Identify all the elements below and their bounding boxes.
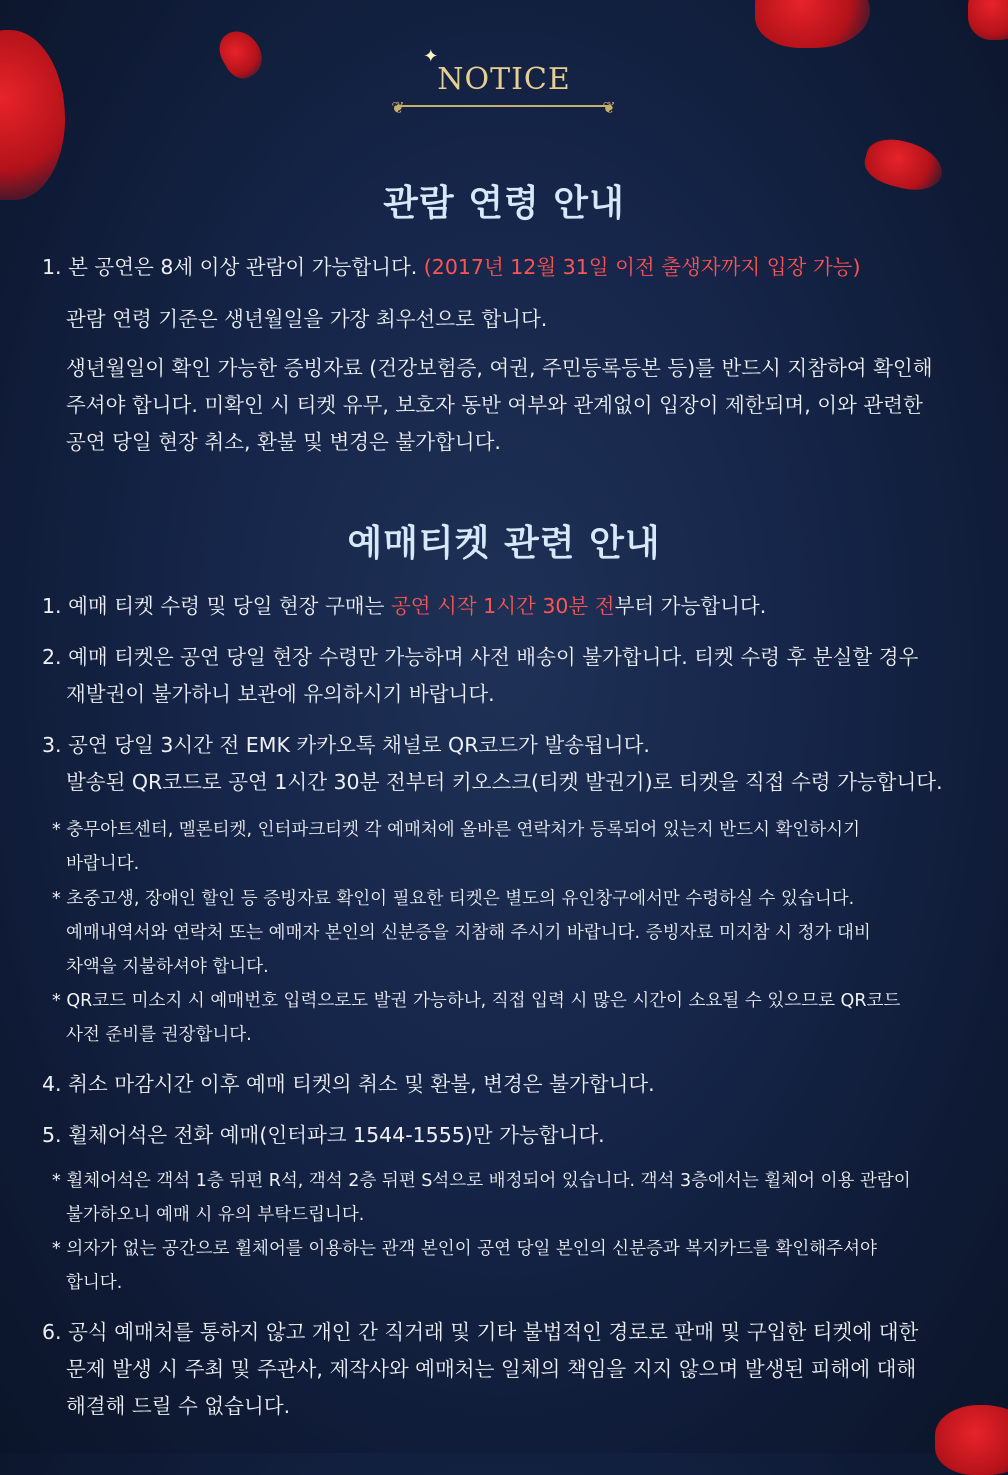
age-line: 주셔야 합니다. 미확인 시 티켓 유무, 보호자 동반 여부와 관계없이 입장이 제한되며, 이와 관련한 (66, 393, 923, 417)
age-line: 생년월일이 확인 가능한 증빙자료 (건강보험증, 여권, 주민등록등본 등)를 반드시 지참하여 확인해 (66, 356, 933, 380)
notice-header (0, 46, 1008, 117)
ticket-note: * QR코드 미소지 시 예매번호 입력으로도 발권 가능하나, 직접 입력 시 많은 시간이 소요될 수 있으므로 QR코드 (52, 991, 901, 1011)
ticket-item-3: 3. 공연 당일 3시간 전 EMK 카카오톡 채널로 QR코드가 발송됩니다. (42, 733, 650, 757)
ticket-note-line: 사전 준비를 권장합니다. (66, 1025, 252, 1045)
wheelchair-note-line: 불가하오니 예매 시 유의 부탁드립니다. (66, 1205, 365, 1225)
ticket-note-line: 바랍니다. (66, 854, 140, 874)
ticket-section-title: 예매티켓 관련 안내 (347, 523, 661, 564)
flourish-icon: ❦ (391, 98, 406, 117)
age-line: 공연 당일 현장 취소, 환불 및 변경은 불가합니다. (66, 430, 501, 454)
ticket-item-6-line: 문제 발생 시 주최 및 주관사, 제작사와 예매처는 일체의 책임을 지지 않으며 발생된 피해에 대해 (66, 1357, 917, 1381)
wheelchair-note: * 의자가 없는 공간으로 휠체어를 이용하는 관객 본인이 공연 당일 본인의 신분증과 복지카드를 확인해주셔야 (52, 1239, 877, 1259)
age-line: 관람 연령 기준은 생년월일을 가장 최우선으로 합니다. (66, 307, 548, 331)
ticket-note-line: 예매내역서와 연락처 또는 예매자 본인의 신분증을 지참해 주시기 바랍니다. 증빙자료 미지참 시 정가 대비 (66, 923, 871, 943)
notice-title: NOTICE (437, 62, 571, 97)
ticket-note-line: 차액을 지불하셔야 합니다. (66, 957, 269, 977)
wheelchair-note-line: 합니다. (66, 1273, 123, 1293)
rose-petal-decoration (755, 0, 870, 48)
ticket-item-3-line: 발송된 QR코드로 공연 1시간 30분 전부터 키오스크(티켓 발권기)로 티켓을 직접 수령 가능합니다. (66, 770, 943, 794)
ticket-note: * 초중고생, 장애인 할인 등 증빙자료 확인이 필요한 티켓은 별도의 유인창구에서만 수령하실 수 있습니다. (52, 889, 855, 909)
sparkle-icon: ✦ (423, 46, 440, 67)
ticket-item-6-line: 해결해 드릴 수 없습니다. (66, 1394, 291, 1418)
divider (397, 105, 611, 107)
ticket-item-1-highlight: 공연 시작 1시간 30분 전 (390, 594, 615, 618)
rose-petal-decoration (968, 0, 1008, 40)
wheelchair-note: * 휠체어석은 객석 1층 뒤편 R석, 객석 2층 뒤편 S석으로 배정되어 있습니다. 객석 3층에서는 휠체어 이용 관람이 (52, 1171, 911, 1191)
ticket-item-4: 4. 취소 마감시간 이후 예매 티켓의 취소 및 환불, 변경은 불가합니다. (42, 1072, 655, 1096)
age-item-1: 1. 본 공연은 8세 이상 관람이 가능합니다. (2017년 12월 31일 이전 출생자까지 입장 가능) (42, 255, 861, 279)
age-section-title: 관람 연령 안내 (383, 183, 625, 224)
rose-petal-decoration (935, 1405, 1008, 1475)
ticket-item-2: 2. 예매 티켓은 공연 당일 현장 수령만 가능하며 사전 배송이 불가합니다. 티켓 수령 후 분실할 경우 (42, 645, 919, 669)
age-item-1-highlight: (2017년 12월 31일 이전 출생자까지 입장 가능) (423, 255, 861, 279)
ticket-item-5: 5. 휠체어석은 전화 예매(인터파크 1544-1555)만 가능합니다. (42, 1123, 605, 1147)
ticket-note: * 충무아트센터, 멜론티켓, 인터파크티켓 각 예매처에 올바른 연락처가 등록되어 있는지 반드시 확인하시기 (52, 820, 860, 840)
ticket-item-2-line: 재발권이 불가하니 보관에 유의하시기 바랍니다. (66, 682, 495, 706)
ticket-item-1: 1. 예매 티켓 수령 및 당일 현장 구매는 공연 시작 1시간 30분 전부터 가능합니다. (42, 594, 767, 618)
flourish-icon: ❦ (602, 98, 617, 117)
ticket-item-6: 6. 공식 예매처를 통하지 않고 개인 간 직거래 및 기타 불법적인 경로로 판매 및 구입한 티켓에 대한 (42, 1320, 919, 1344)
